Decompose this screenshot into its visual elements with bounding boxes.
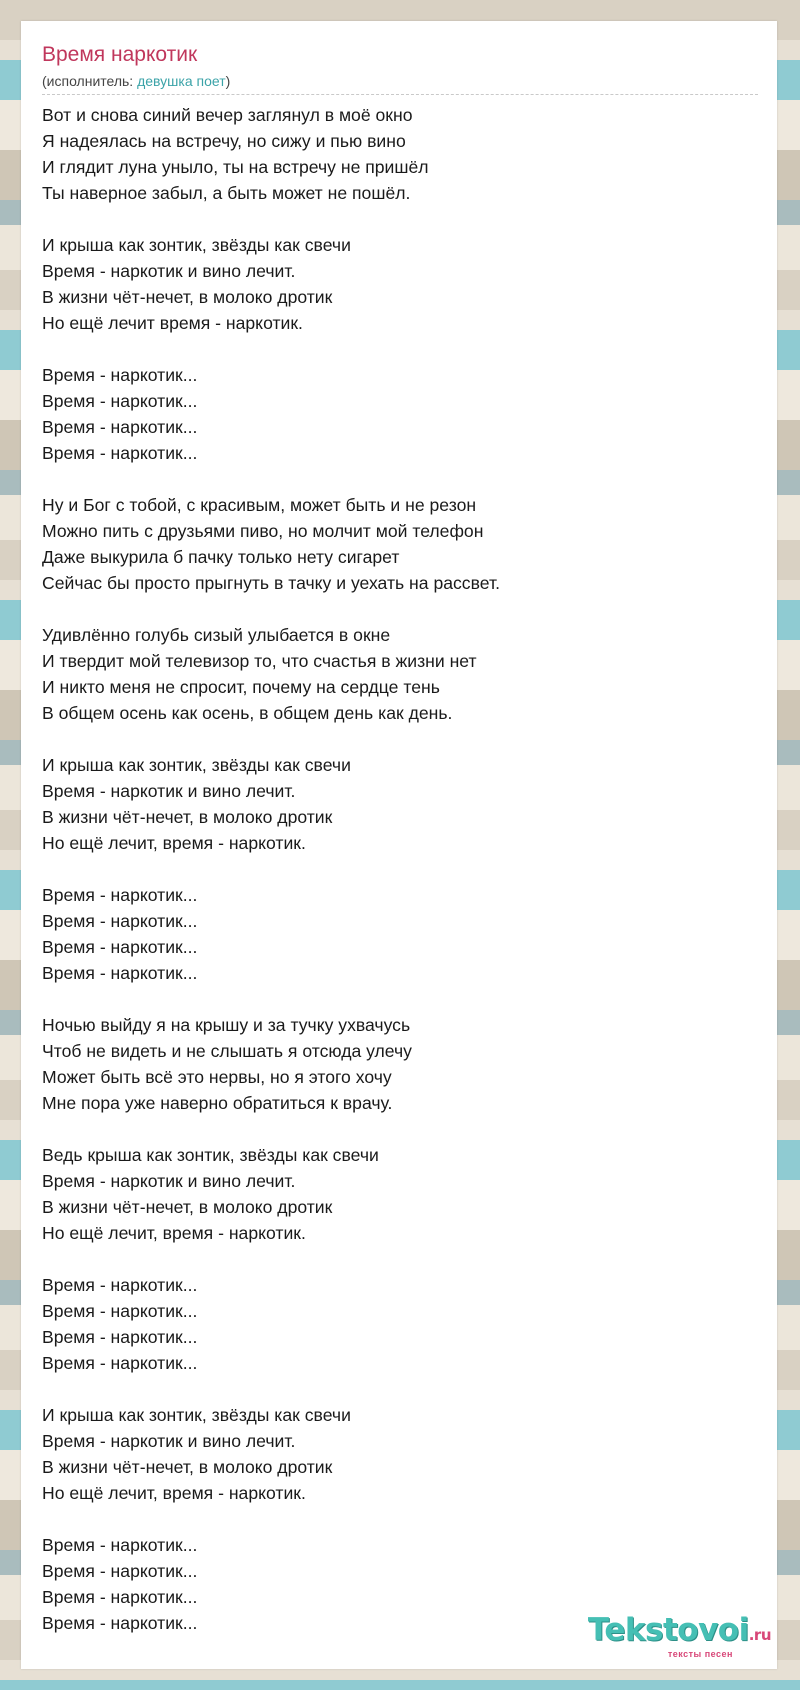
lyric-line: И крыша как зонтик, звёзды как свечи bbox=[42, 1405, 351, 1425]
lyric-line: Я надеялась на встречу, но сижу и пью вино bbox=[42, 131, 406, 151]
lyric-line: Время - наркотик и вино лечит. bbox=[42, 781, 296, 801]
lyrics-page bbox=[21, 21, 777, 1669]
lyric-line: И твердит мой телевизор то, что счастья в жизни нет bbox=[42, 651, 477, 671]
lyrics-stanza bbox=[42, 362, 762, 466]
lyric-line: Но ещё лечит время - наркотик. bbox=[42, 313, 303, 333]
artist-link[interactable]: девушка поет bbox=[137, 73, 226, 89]
lyric-line: Время - наркотик и вино лечит. bbox=[42, 1171, 296, 1191]
lyric-line: Ты наверное забыл, а быть может не пошёл. bbox=[42, 183, 411, 203]
artist-line bbox=[42, 72, 230, 90]
lyric-line: Время - наркотик... bbox=[42, 1613, 198, 1633]
lyric-line: Время - наркотик и вино лечит. bbox=[42, 261, 296, 281]
lyric-line: Время - наркотик... bbox=[42, 963, 198, 983]
lyric-line: Время - наркотик... bbox=[42, 1587, 198, 1607]
site-logo[interactable] bbox=[561, 1614, 771, 1659]
lyric-line: Время - наркотик... bbox=[42, 443, 198, 463]
lyric-line: Время - наркотик... bbox=[42, 1301, 198, 1321]
lyric-line: Ну и Бог с тобой, с красивым, может быть и не резон bbox=[42, 495, 477, 515]
lyrics-stanza bbox=[42, 1272, 762, 1376]
lyric-line: Мне пора уже наверно обратиться к врачу. bbox=[42, 1093, 393, 1113]
lyric-line: Время - наркотик... bbox=[42, 1275, 198, 1295]
lyric-line: Удивлённо голубь сизый улыбается в окне bbox=[42, 625, 391, 645]
song-title: Время наркотик bbox=[42, 43, 198, 66]
lyrics-stanza bbox=[42, 102, 762, 206]
logo-tld: .ru bbox=[748, 1626, 771, 1644]
artist-prefix: (исполнитель: bbox=[42, 73, 138, 89]
lyrics-stanza bbox=[42, 232, 762, 336]
lyric-line: В общем осень как осень, в общем день как день. bbox=[42, 703, 453, 723]
lyric-line: Время - наркотик... bbox=[42, 391, 198, 411]
lyric-line: Время - наркотик... bbox=[42, 937, 198, 957]
lyric-line: Время - наркотик... bbox=[42, 1535, 198, 1555]
lyrics-stanza bbox=[42, 492, 762, 596]
lyrics-body bbox=[42, 102, 762, 1662]
lyrics-stanza bbox=[42, 1402, 762, 1506]
lyric-line: Сейчас бы просто прыгнуть в тачку и уехать на рассвет. bbox=[42, 573, 500, 593]
lyrics-stanza bbox=[42, 1012, 762, 1116]
lyric-line: Ведь крыша как зонтик, звёзды как свечи bbox=[42, 1145, 379, 1165]
logo-name: Tekstovoi bbox=[587, 1612, 749, 1648]
lyric-line: Время - наркотик... bbox=[42, 1561, 198, 1581]
lyrics-stanza bbox=[42, 882, 762, 986]
lyric-line: Может быть всё это нервы, но я этого хочу bbox=[42, 1067, 392, 1087]
lyrics-stanza bbox=[42, 622, 762, 726]
lyric-line: И глядит луна уныло, ты на встречу не пришёл bbox=[42, 157, 429, 177]
lyric-line: Но ещё лечит, время - наркотик. bbox=[42, 1483, 306, 1503]
lyric-line: Время - наркотик... bbox=[42, 885, 198, 905]
lyric-line: Время - наркотик... bbox=[42, 1327, 198, 1347]
lyric-line: Время - наркотик... bbox=[42, 911, 198, 931]
lyric-line: Можно пить с друзьями пиво, но молчит мой телефон bbox=[42, 521, 484, 541]
lyric-line: В жизни чёт-нечет, в молоко дротик bbox=[42, 1197, 333, 1217]
lyrics-stanza bbox=[42, 1142, 762, 1246]
lyric-line: Время - наркотик... bbox=[42, 365, 198, 385]
artist-suffix: ) bbox=[225, 73, 231, 89]
logo-wordmark bbox=[561, 1614, 771, 1651]
lyric-line: Но ещё лечит, время - наркотик. bbox=[42, 833, 306, 853]
lyric-line: В жизни чёт-нечет, в молоко дротик bbox=[42, 807, 333, 827]
lyric-line: В жизни чёт-нечет, в молоко дротик bbox=[42, 287, 333, 307]
title-divider bbox=[42, 94, 758, 95]
lyric-line: Время - наркотик... bbox=[42, 1353, 198, 1373]
lyric-line: Но ещё лечит, время - наркотик. bbox=[42, 1223, 306, 1243]
lyric-line: В жизни чёт-нечет, в молоко дротик bbox=[42, 1457, 333, 1477]
lyric-line: Даже выкурила б пачку только нету сигарет bbox=[42, 547, 400, 567]
lyric-line: И никто меня не спросит, почему на сердце тень bbox=[42, 677, 440, 697]
lyric-line: Время - наркотик и вино лечит. bbox=[42, 1431, 296, 1451]
lyrics-stanza bbox=[42, 752, 762, 856]
lyric-line: Вот и снова синий вечер заглянул в моё окно bbox=[42, 105, 413, 125]
logo-tagline: тексты песен bbox=[667, 1649, 733, 1659]
lyric-line: Время - наркотик... bbox=[42, 417, 198, 437]
lyric-line: Чтоб не видеть и не слышать я отсюда улечу bbox=[42, 1041, 412, 1061]
lyric-line: И крыша как зонтик, звёзды как свечи bbox=[42, 235, 351, 255]
lyric-line: И крыша как зонтик, звёзды как свечи bbox=[42, 755, 351, 775]
lyric-line: Ночью выйду я на крышу и за тучку ухвачусь bbox=[42, 1015, 411, 1035]
